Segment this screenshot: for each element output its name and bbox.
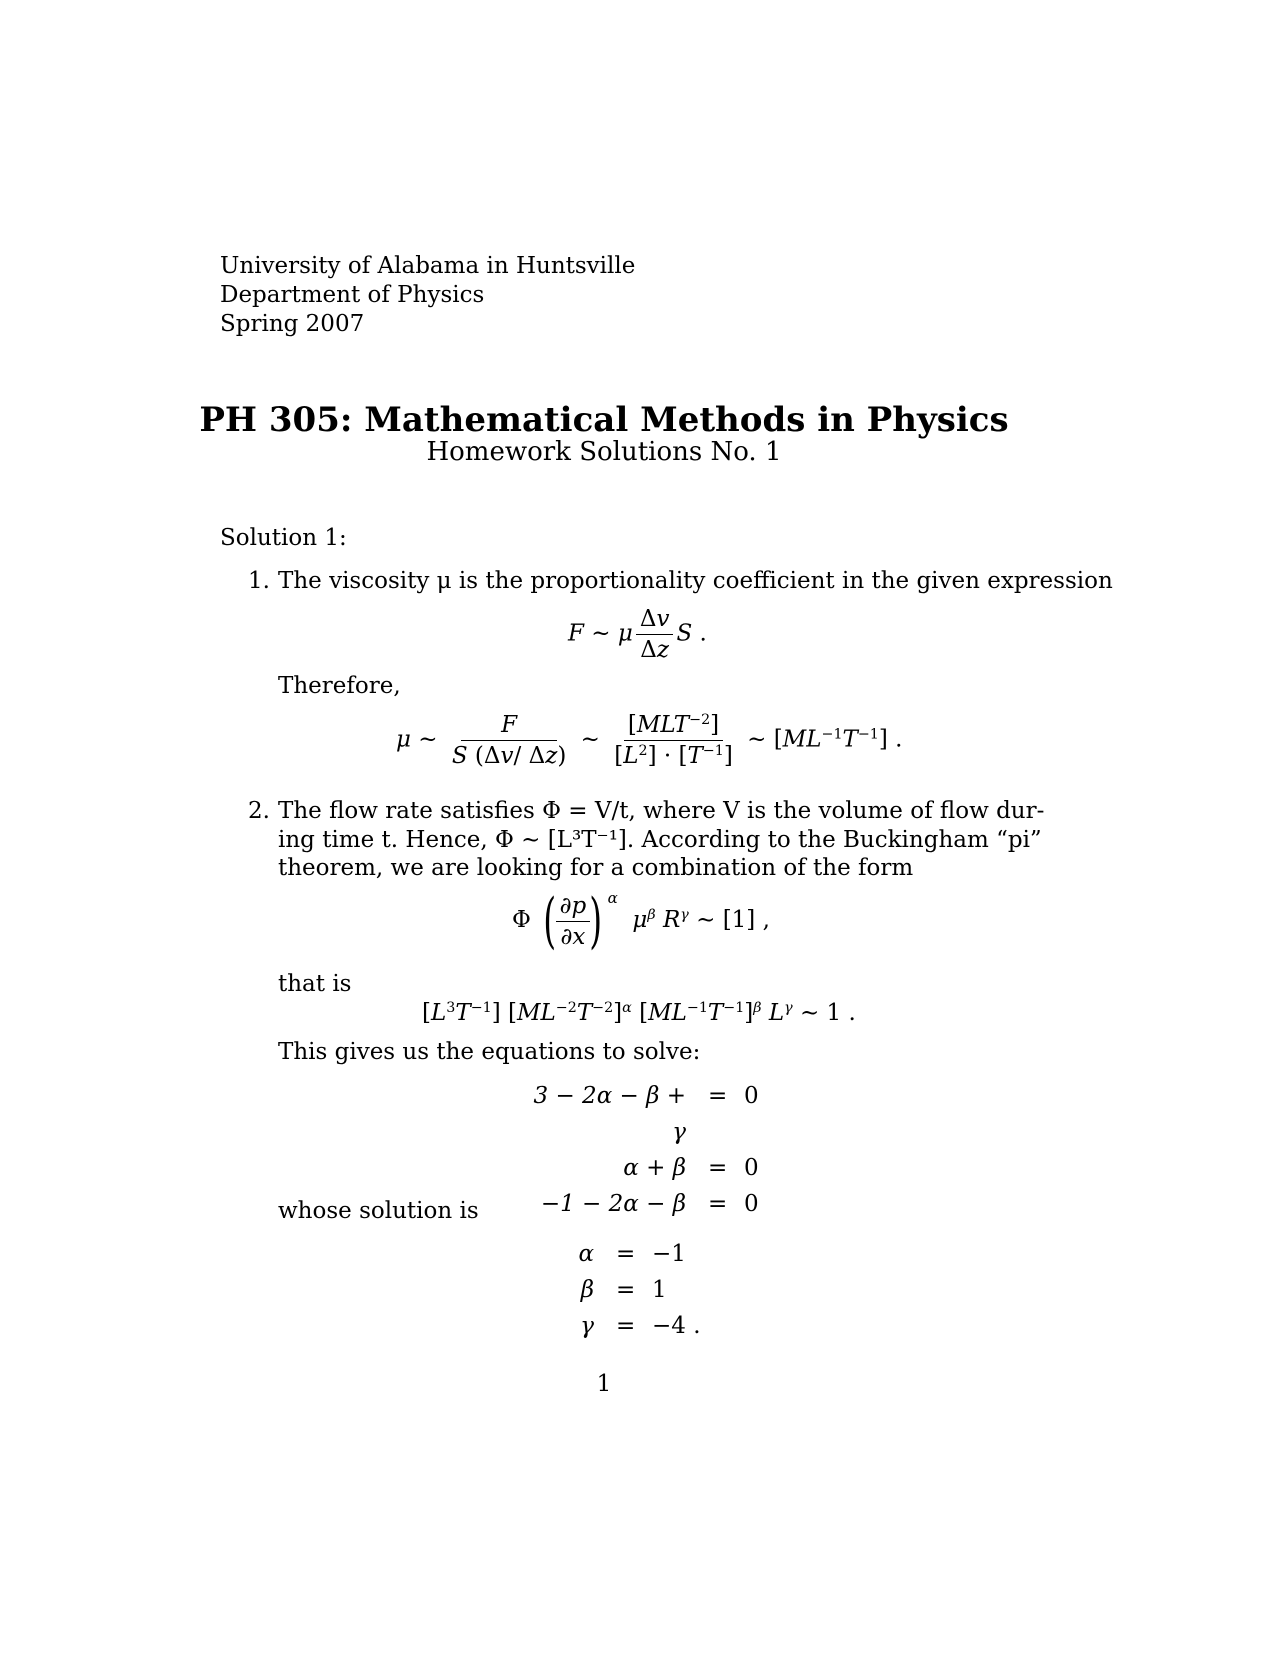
that-is-text: that is — [278, 971, 352, 997]
item2-line3: theorem, we are looking for a combination of the form — [278, 855, 914, 881]
eq-rhs: 0 — [744, 1191, 759, 1217]
viscosity-equation: F ∼ μ $\frac{\Delta v}{\Delta z}$ S . — [568, 606, 707, 663]
university-name: University of Alabama in Huntsville — [220, 253, 636, 279]
department-name: Department of Physics — [220, 282, 485, 308]
sol-lhs: β — [580, 1277, 594, 1303]
sol-lhs: γ — [580, 1313, 594, 1339]
item-number-1: 1. — [248, 568, 270, 594]
page-number: 1 — [596, 1371, 612, 1397]
eq-rel: = — [708, 1083, 728, 1109]
page-subtitle: Homework Solutions No. 1 — [426, 437, 782, 467]
item1-text: The viscosity μ is the proportionality coefficient in the given expression — [278, 568, 1113, 594]
sol-rel: = — [616, 1313, 636, 1339]
item-number-2: 2. — [248, 798, 270, 824]
semester: Spring 2007 — [220, 311, 365, 337]
eq-lhs: α + β — [623, 1155, 686, 1181]
sol-rhs: 1 — [652, 1277, 667, 1303]
sol-rhs: −1 — [652, 1241, 686, 1267]
sol-rhs: −4 . — [652, 1313, 701, 1339]
solution-label: Solution 1: — [220, 525, 347, 551]
eq-rel: = — [708, 1191, 728, 1217]
eq-rhs: 0 — [744, 1083, 759, 1109]
eq-rel: = — [708, 1155, 728, 1181]
dimensional-product-equation: $[L^3T^{-1}]$ $[ML^{-2}T^{-2}]^\alpha$ $[ML^{-1}T^{-1}]^\beta$ $L^\gamma$ ∼ 1 . — [422, 1000, 856, 1026]
viscosity-dimensions-equation: μ ∼ $\frac{F}{S (\Delta v/ \Delta z)}$ ∼ $\frac{[MLT^{-2}]}{[L^2] \cdot [T^{-1}]}$ ∼ $[ML^{-1}T^{-1}]$ . — [396, 712, 903, 769]
gives-text: This gives us the equations to solve: — [278, 1039, 701, 1065]
sol-rel: = — [616, 1241, 636, 1267]
sol-rel: = — [616, 1277, 636, 1303]
page-title: PH 305: Mathematical Methods in Physics — [199, 400, 1009, 440]
item2-line2: ing time t. Hence, Φ ∼ [L³T⁻¹]. According to the Buckingham “pi” — [278, 827, 1042, 853]
solution-system — [572, 1236, 712, 1344]
eq-rhs: 0 — [744, 1155, 759, 1181]
therefore-text: Therefore, — [278, 673, 401, 699]
pi-theorem-equation: Φ ( $\frac{\partial p}{\partial x}$ ) $^\alpha$ $\mu^\beta$ $R^\gamma$ ∼ [1] , — [512, 886, 770, 956]
whose-solution-text: whose solution is — [278, 1198, 479, 1224]
equation-system — [520, 1078, 774, 1222]
item2-line1: The flow rate satisfies Φ = V/t, where V is the volume of flow dur- — [278, 798, 1045, 824]
eq-lhs: 3 − 2α − β + γ — [533, 1083, 686, 1145]
eq-lhs: −1 − 2α − β — [540, 1191, 686, 1217]
sol-lhs: α — [578, 1241, 594, 1267]
